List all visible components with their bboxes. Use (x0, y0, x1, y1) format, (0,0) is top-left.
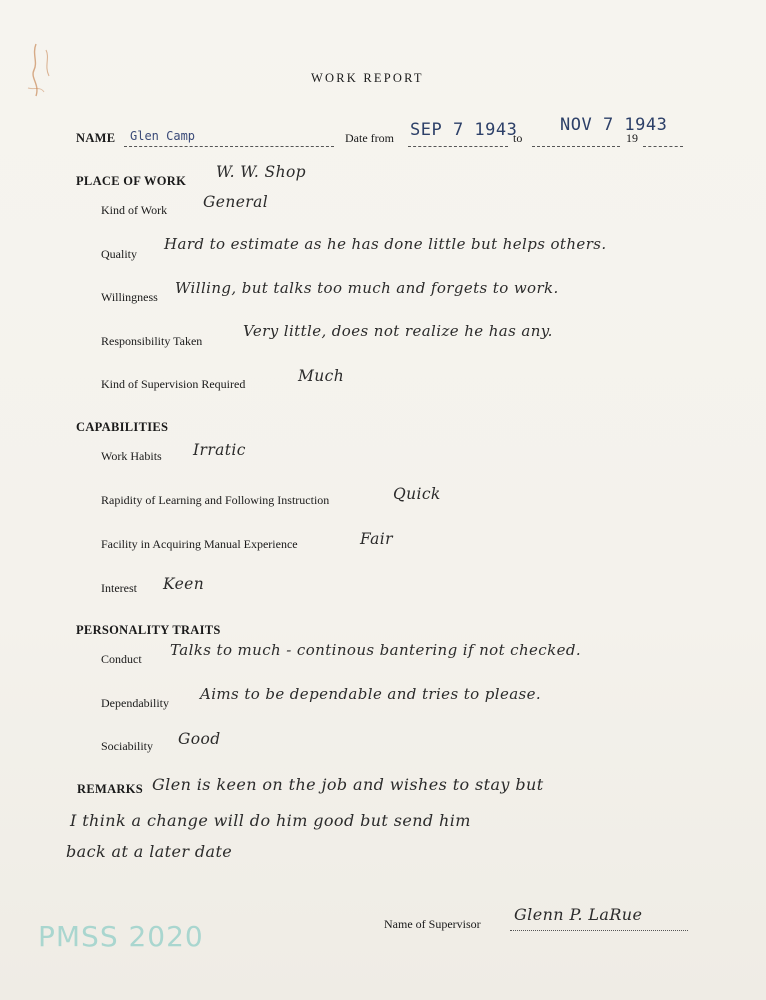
personality-heading: PERSONALITY TRAITS (76, 623, 221, 637)
date-to-stamp: NOV 7 1943 (560, 115, 668, 135)
date-from-stamp: SEP 7 1943 (410, 120, 518, 140)
pmss-watermark: PMSS 2020 (38, 920, 204, 953)
capabilities-heading: CAPABILITIES (76, 420, 169, 434)
work-habits-value: Irratic (193, 441, 246, 459)
willingness-value: Willing, but talks too much and forgets to work. (175, 279, 559, 297)
date-from-label: Date from (345, 131, 394, 145)
supervisor-label: Name of Supervisor (384, 917, 481, 931)
quality-label: Quality (101, 247, 137, 261)
rapidity-value: Quick (393, 485, 441, 503)
facility-label: Facility in Acquiring Manual Experience (101, 537, 298, 551)
dependability-value: Aims to be dependable and tries to please. (200, 685, 542, 703)
supervisor-signature: Glenn P. LaRue (514, 905, 643, 924)
year-prefix: 19 (626, 131, 638, 145)
supervision-value: Much (298, 367, 345, 385)
place-of-work-value: W. W. Shop (216, 163, 307, 181)
place-of-work-heading: PLACE OF WORK (76, 174, 187, 188)
kind-of-work-value: General (203, 193, 269, 211)
name-underline (124, 146, 334, 147)
conduct-label: Conduct (101, 652, 142, 666)
date-from-underline (408, 146, 508, 147)
remarks-heading: REMARKS (77, 782, 143, 796)
conduct-value: Talks to much - continous bantering if not checked. (170, 641, 582, 659)
responsibility-label: Responsibility Taken (101, 334, 203, 348)
supervision-label: Kind of Supervision Required (101, 377, 246, 391)
sociability-value: Good (178, 730, 221, 748)
kind-of-work-label: Kind of Work (101, 203, 168, 217)
work-habits-label: Work Habits (101, 449, 162, 463)
year-underline (643, 146, 683, 147)
quality-value: Hard to estimate as he has done little but helps others. (164, 235, 607, 253)
interest-label: Interest (101, 581, 137, 595)
interest-value: Keen (163, 575, 205, 593)
date-to-underline (532, 146, 620, 147)
responsibility-value: Very little, does not realize he has any. (243, 322, 553, 340)
sociability-label: Sociability (101, 739, 153, 753)
remarks-line-2: I think a change will do him good but send him (70, 811, 471, 830)
remarks-line-3: back at a later date (66, 842, 233, 861)
to-label: to (513, 131, 523, 145)
willingness-label: Willingness (101, 290, 158, 304)
rapidity-label: Rapidity of Learning and Following Instruction (101, 493, 330, 507)
name-label: NAME (76, 131, 116, 145)
name-value: Glen Camp (130, 129, 196, 143)
form-title: WORK REPORT (311, 71, 424, 85)
dependability-label: Dependability (101, 696, 169, 710)
remarks-line-1: Glen is keen on the job and wishes to stay but (152, 775, 544, 794)
facility-value: Fair (360, 530, 393, 548)
supervisor-underline (510, 930, 688, 931)
paper-stain-mark (22, 40, 62, 105)
